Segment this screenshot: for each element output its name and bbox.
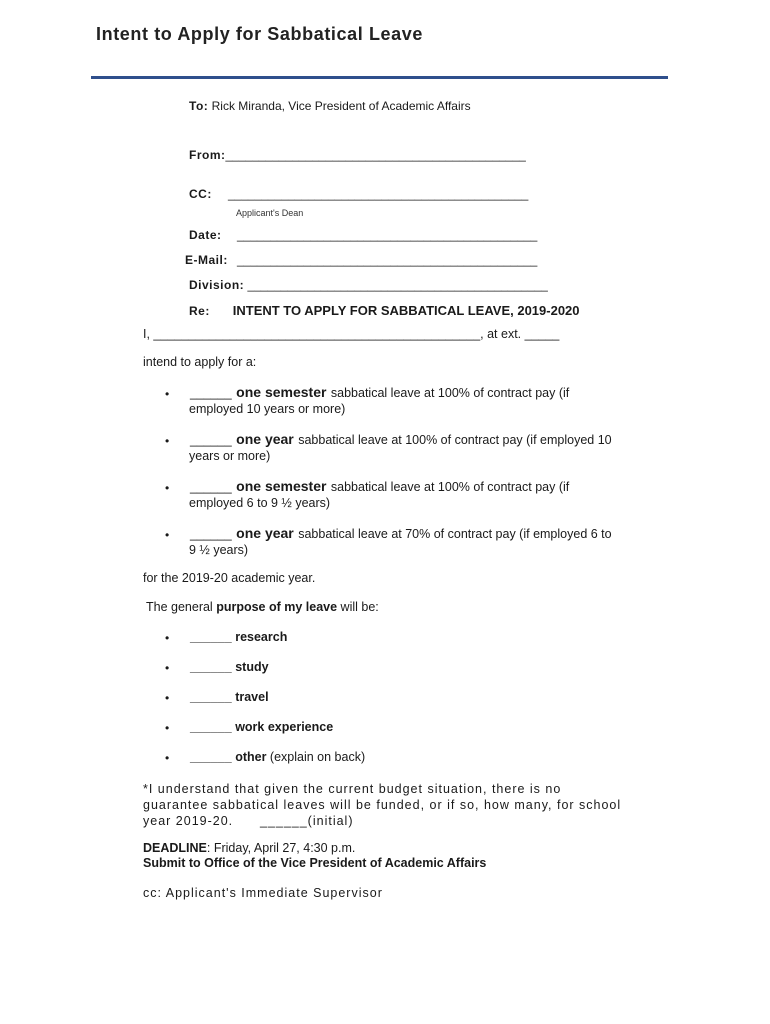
cc-line[interactable]: _____________________________________________: [228, 187, 529, 201]
option-desc-cont: employed 10 years or more): [189, 402, 346, 416]
budget-note-line-2: guarantee sabbatical leaves will be funded, or if so, how many, for school: [143, 798, 622, 812]
deadline-value: : Friday, April 27, 4:30 p.m.: [206, 841, 356, 855]
option-type: one year: [236, 525, 294, 541]
academic-year-line: for the 2019-20 academic year.: [143, 571, 316, 585]
bullet-icon: •: [165, 528, 170, 542]
purpose-label: work experience: [235, 720, 334, 734]
to-row: [189, 99, 471, 113]
budget-note-line-1: *I understand that given the current budget situation, there is no: [143, 782, 562, 796]
purpose-label: other: [235, 750, 267, 764]
option-desc: sabbatical leave at 70% of contract pay (if employed 6 to: [298, 527, 612, 541]
purpose-label: study: [235, 660, 269, 674]
purpose-blank[interactable]: ______: [190, 720, 232, 734]
option-blank[interactable]: ______: [190, 386, 232, 400]
re-row: [189, 302, 580, 320]
option-desc: sabbatical leave at 100% of contract pay (if: [330, 386, 570, 400]
deadline-label: DEADLINE: [143, 841, 207, 855]
email-line[interactable]: _____________________________________________: [237, 253, 538, 267]
budget-note-line-3[interactable]: year 2019-20. ______(initial): [143, 814, 354, 828]
purpose-intro: [146, 600, 379, 614]
bullet-icon: •: [165, 691, 170, 705]
option-type: one semester: [236, 478, 327, 494]
submit-instruction: Submit to Office of the Vice President of Academic Affairs: [143, 856, 487, 870]
option-desc: sabbatical leave at 100% of contract pay (if: [330, 480, 570, 494]
option-type: one year: [236, 431, 294, 447]
from-label: From:: [189, 148, 226, 162]
division-row: [189, 278, 548, 292]
to-value: Rick Miranda, Vice President of Academic Affairs: [211, 99, 471, 113]
option-desc: sabbatical leave at 100% of contract pay (if employed 10: [298, 433, 612, 447]
option-desc-cont: 9 ½ years): [189, 543, 249, 557]
bullet-icon: •: [165, 751, 170, 765]
purpose-blank[interactable]: ______: [190, 690, 232, 704]
cc-caption: Applicant's Dean: [236, 208, 304, 218]
option-blank[interactable]: ______: [190, 480, 232, 494]
option-type: one semester: [236, 384, 327, 400]
intent-line: intend to apply for a:: [143, 355, 257, 369]
date-label: Date:: [189, 228, 222, 242]
cc-label: CC:: [189, 187, 212, 201]
bullet-icon: •: [165, 481, 170, 495]
deadline-line: [143, 841, 355, 855]
title-divider: [91, 76, 668, 79]
date-line[interactable]: _____________________________________________: [237, 228, 538, 242]
purpose-blank[interactable]: ______: [190, 630, 232, 644]
division-label: Division:: [189, 278, 245, 292]
purpose-blank[interactable]: ______: [190, 660, 232, 674]
division-line[interactable]: _____________________________________________: [247, 278, 548, 292]
purpose-label: research: [235, 630, 288, 644]
re-value: INTENT TO APPLY FOR SABBATICAL LEAVE, 2019-2020: [232, 303, 580, 318]
re-label: Re:: [189, 304, 210, 318]
email-label: E-Mail:: [185, 253, 228, 267]
bullet-icon: •: [165, 387, 170, 401]
purpose-intro-pre: The general: [146, 600, 217, 614]
page-title: Intent to Apply for Sabbatical Leave: [96, 24, 423, 44]
bullet-icon: •: [165, 661, 170, 675]
option-blank[interactable]: ______: [190, 433, 232, 447]
from-line[interactable]: _____________________________________________: [225, 148, 526, 162]
purpose-label: travel: [235, 690, 269, 704]
applicant-line[interactable]: I, _______________________________________________, at ext. _____: [143, 327, 560, 341]
option-desc-cont: years or more): [189, 449, 271, 463]
purpose-intro-post: will be:: [337, 600, 379, 614]
purpose-blank[interactable]: ______: [190, 750, 232, 764]
option-blank[interactable]: ______: [190, 527, 232, 541]
to-label: To:: [189, 99, 209, 113]
from-row: [189, 148, 526, 162]
bullet-icon: •: [165, 721, 170, 735]
cc-footer: cc: Applicant's Immediate Supervisor: [143, 886, 383, 900]
bullet-icon: •: [165, 434, 170, 448]
purpose-extra: (explain on back): [266, 750, 366, 764]
bullet-icon: •: [165, 631, 170, 645]
option-desc-cont: employed 6 to 9 ½ years): [189, 496, 331, 510]
purpose-intro-bold: purpose of my leave: [216, 600, 338, 614]
